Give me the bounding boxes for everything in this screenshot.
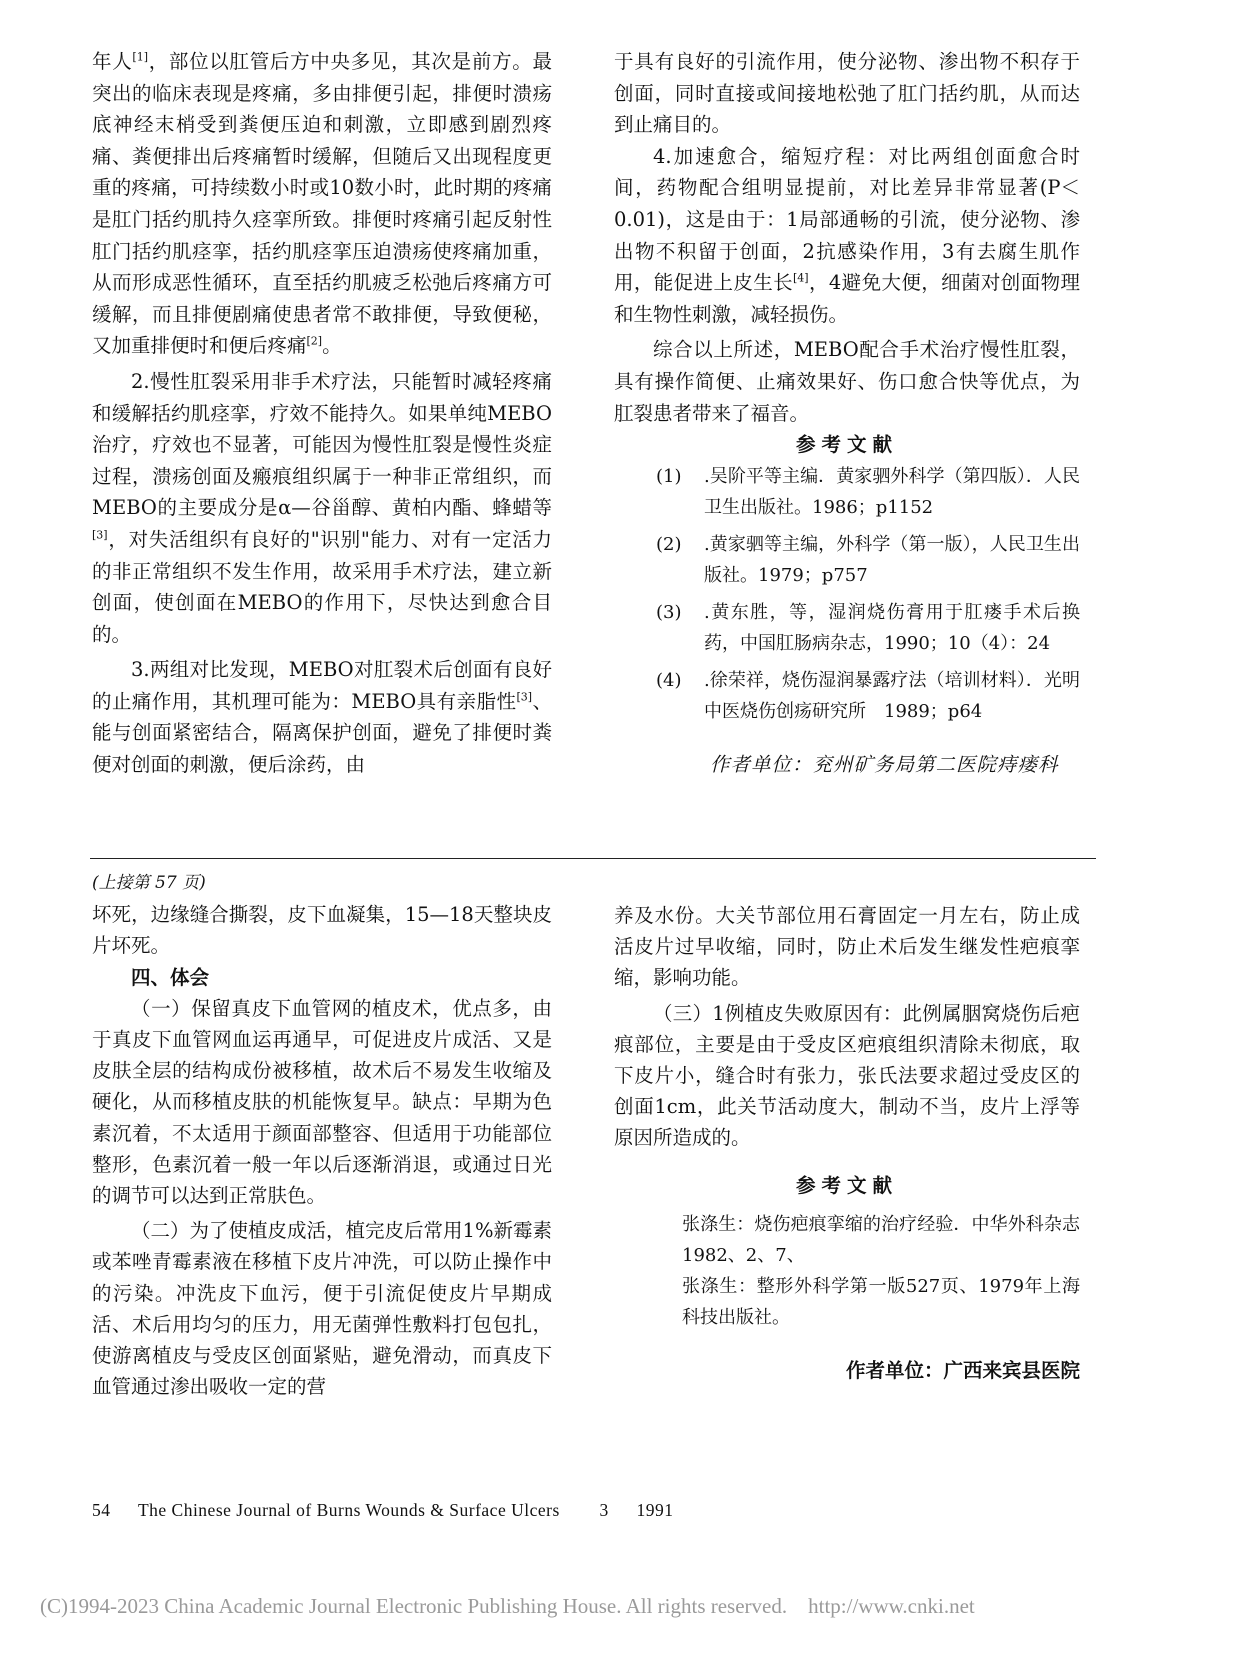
reference-item <box>614 529 1080 591</box>
upper-left-paragraph-1 <box>92 46 552 362</box>
reference-number: (2) <box>656 533 682 555</box>
year: 1991 <box>636 1500 674 1520</box>
issue-number: 3 <box>599 1500 609 1520</box>
lower-right-paragraph-2: （三）1例植皮失败原因有：此例属胭窝烧伤后疤痕部位，主要是由于受皮区疤痕组织清除未彻底，取下皮片小，缝合时有张力，张氏法要求超过受皮区的创面1cm，此关节活动度大，制动不当，皮片上浮等原因所造成的。 <box>614 1001 1080 1150</box>
reference-item: 张涤生：整形外科学第一版527页、1979年上海科技出版社。 <box>682 1275 1080 1328</box>
copyright-notice: (C)1994-2023 China Academic Journal Electronic Publishing House. All rights reserved. http://www.cnki.net <box>40 1594 975 1618</box>
citation-superscript: [2] <box>306 334 323 348</box>
upper-right-paragraph-3: 综合以上所述，MEBO配合手术治疗慢性肛裂，具有操作简便、止痛效果好、伤口愈合快等优点，为肛裂患者带来了福音。 <box>614 338 1080 425</box>
text: 2.慢性肛裂采用非手术疗法，只能暂时减轻疼痛和缓解括约肌痉挛，疗效不能持久。如果单纯MEBO治疗，疗效也不显著，可能因为慢性肛裂是慢性炎症过程，溃疡创面及瘢痕组织属于一种非正常组织，而MEBO的主要成分是α—谷甾醇、黄柏内酯、蜂蜡等 <box>92 369 552 520</box>
upper-right-paragraph-1: 于具有良好的引流作用，使分泌物、渗出物不积存于创面，同时直接或间接地松弛了肛门括约肌，从而达到止痛目的。 <box>614 50 1080 137</box>
reference-text: .吴阶平等主编．黄家驷外科学（第四版）．人民卫生出版社。1986；p1152 <box>704 465 1080 518</box>
upper-left-paragraph-2 <box>92 366 552 650</box>
lower-left-paragraph-3: （二）为了使植皮成活，植完皮后常用1%新霉素或苯唑青霉素液在移植下皮片冲洗，可以防止操作中的污染。冲洗皮下血污，便于引流促使皮片早期成活、术后用均匀的压力，用无菌弹性敷料打包包扎，使游离植皮与受皮区创面紧贴，避免滑动，而真皮下血管通过渗出吸收一定的营 <box>92 1219 552 1399</box>
text: 3.两组对比发现，MEBO对肛裂术后创面有良好的止痛作用，其机理可能为：MEBO具有亲脂性 <box>92 658 552 713</box>
reference-number: (4) <box>656 669 682 691</box>
reference-item: 张涤生：烧伤疤痕挛缩的治疗经验．中华外科杂志1982、2、7、 <box>682 1213 1080 1266</box>
section-heading: 四、体会 <box>131 965 210 989</box>
reference-list <box>614 1209 1080 1333</box>
text: ，4避免大便，细菌对创面物理和生物性刺激，减轻损伤。 <box>614 271 1080 326</box>
upper-right-column <box>614 46 1080 780</box>
citation-superscript: [4] <box>793 271 809 285</box>
text: 。 <box>322 334 342 358</box>
reference-number: (1) <box>656 465 682 487</box>
citation-superscript: [3] <box>516 690 533 704</box>
citation-superscript: [1] <box>132 50 148 64</box>
reference-item <box>614 665 1080 727</box>
lower-left-paragraph-1: 坏死，边缘缝合撕裂，皮下血凝集，15—18天整块皮片坏死。 <box>92 903 552 958</box>
author-affiliation: 作者单位：兖州矿务局第二医院痔瘘科 <box>710 752 1059 776</box>
page-footer <box>92 1500 674 1521</box>
text: 年人 <box>92 50 133 73</box>
lower-left-paragraph-2: （一）保留真皮下血管网的植皮术，优点多，由于真皮下血管网血运再通早，可促进皮片成活、又是皮肤全层的结构成份被移植，故术后不易发生收缩及硬化，从而移植皮肤的机能恢复早。缺点：早期为色素沉着，不太适用于颜面部整容、但适用于功能部位整形，色素沉着一般一年以后逐渐消退，或通过日光的调节可以达到正常肤色。 <box>92 996 552 1208</box>
references-title: 参考文献 <box>795 433 898 457</box>
upper-right-paragraph-2 <box>614 141 1080 331</box>
reference-number: (3) <box>656 601 682 623</box>
page-number: 54 <box>92 1500 111 1520</box>
reference-item <box>614 461 1080 523</box>
reference-text: .黄家驷等主编，外科学（第一版），人民卫生出版社。1979；p757 <box>704 533 1080 586</box>
lower-right-column <box>614 900 1080 1386</box>
section-divider <box>90 858 1096 859</box>
citation-superscript: [3] <box>92 528 108 542</box>
text: ，部位以肛管后方中央多见，其次是前方。最突出的临床表现是疼痛，多由排便引起，排便时溃疡底神经末梢受到粪便压迫和刺激，立即感到剧烈疼痛、粪便排出后疼痛暂时缓解，但随后又出现程度更重的疼痛，可持续数小时或10数小时，此时期的疼痛是肛门括约肌持久痉挛所致。排便时疼痛引起反射性肛门括约肌痉挛，括约肌痉挛压迫溃疡使疼痛加重，从而形成恶性循环，直至括约肌疲乏松弛后疼痛方可缓解，而且排便剧痛使患者常不敢排便，导致便秘，又加重排便时和便后疼痛 <box>92 50 552 358</box>
reference-item <box>614 597 1080 659</box>
text: 4.加速愈合，缩短疗程：对比两组创面愈合时间，药物配合组明显提前，对比差异非常显著(P＜0.01)，这是由于：1局部通畅的引流，使分泌物、渗出物不积留于创面，2抗感染作用，3有去腐生肌作用，能促进上皮生长 <box>614 144 1080 295</box>
references-title: 参考文献 <box>795 1173 898 1197</box>
reference-text: .徐荣祥，烧伤湿润暴露疗法（培训材料）．光明中医烧伤创疡研究所 1989；p64 <box>704 669 1080 722</box>
reference-list <box>614 461 1080 727</box>
text: ，对失活组织有良好的"识别"能力、对有一定活力的非正常组织不发生作用，故采用手术疗法，建立新创面，使创面在MEBO的作用下，尽快达到愈合目的。 <box>92 527 552 646</box>
upper-left-paragraph-3 <box>92 654 552 780</box>
author-affiliation: 作者单位：广西来宾县医院 <box>845 1358 1080 1382</box>
lower-right-paragraph-1: 养及水份。大关节部位用石膏固定一月左右，防止成活皮片过早收缩，同时，防止术后发生继发性疤痕挛缩，影响功能。 <box>614 904 1080 990</box>
reference-text: .黄东胜，等，湿润烧伤膏用于肛瘘手术后换药，中国肛肠病杂志，1990；10（4）：24 <box>704 601 1080 654</box>
upper-left-column <box>92 46 552 781</box>
lower-left-column <box>92 868 552 1402</box>
text: 、能与创面紧密结合，隔离保护创面，避免了排便时粪便对创面的刺激，便后涂药，由 <box>92 689 552 777</box>
journal-name: The Chinese Journal of Burns Wounds & Surface Ulcers <box>137 1500 560 1520</box>
continued-from-note: (上接第 57 页) <box>92 873 206 893</box>
